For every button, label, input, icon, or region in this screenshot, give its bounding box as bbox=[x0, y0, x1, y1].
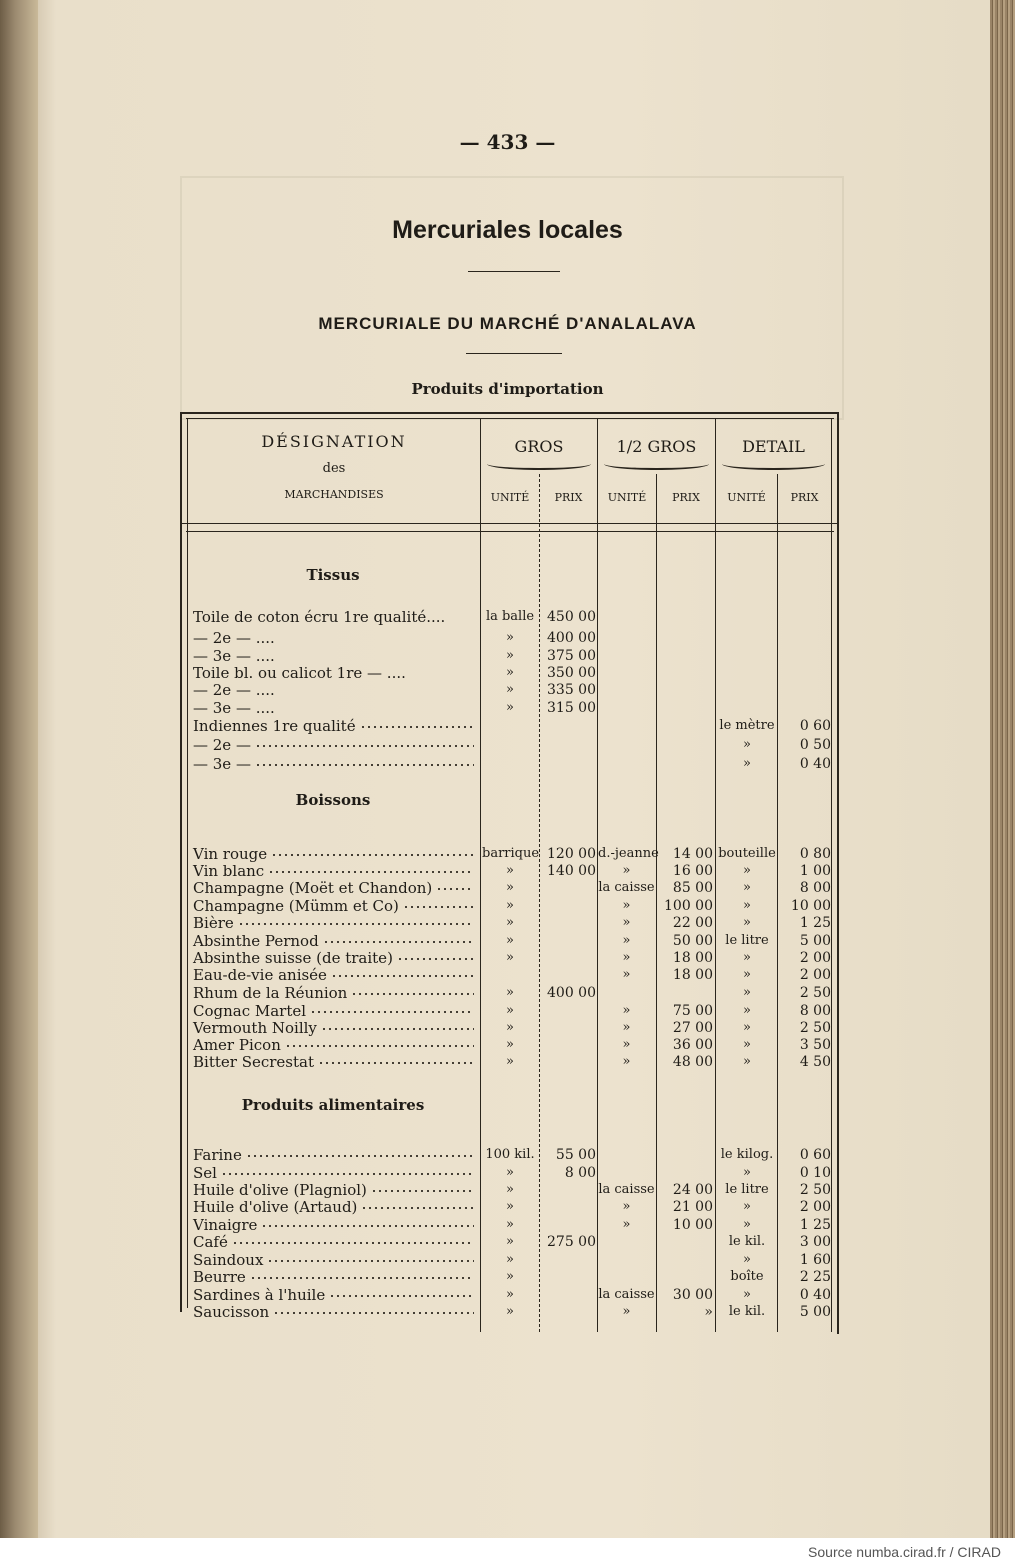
row-label: Champagne (Mümm et Co) bbox=[193, 897, 399, 915]
cell-gu: » bbox=[506, 1054, 514, 1069]
cell-hu: la caisse bbox=[598, 880, 655, 895]
table-row bbox=[0, 1234, 1015, 1251]
table-row bbox=[0, 1217, 1015, 1234]
category-produits-alimentaires: Produits alimentaires bbox=[241, 1096, 425, 1114]
cell-gp: 450 00 bbox=[547, 609, 596, 625]
cell-hu: » bbox=[622, 1199, 631, 1214]
row-label: Cognac Martel bbox=[193, 1002, 307, 1020]
table-row bbox=[0, 933, 1015, 950]
row-label: Vermouth Noilly bbox=[193, 1019, 317, 1037]
leader-dots bbox=[285, 1043, 474, 1049]
leader-dots bbox=[403, 904, 474, 910]
table-row bbox=[0, 1054, 1015, 1071]
cell-hu: » bbox=[622, 1054, 631, 1069]
cell-dp: 2 00 bbox=[799, 967, 831, 983]
cell-dp: 0 80 bbox=[799, 846, 831, 862]
row-label: Huile d'olive (Plagniol) bbox=[193, 1181, 367, 1199]
table-row bbox=[0, 648, 1015, 665]
leader-dots bbox=[246, 1153, 474, 1159]
cell-gu: » bbox=[506, 682, 514, 697]
row-label: — 3e — bbox=[193, 755, 251, 773]
cell-du: le kilog. bbox=[720, 1147, 774, 1162]
header-des: des bbox=[322, 461, 346, 476]
cell-du: » bbox=[743, 1165, 751, 1180]
cell-hp: 16 00 bbox=[672, 863, 713, 879]
cell-du: » bbox=[743, 915, 751, 930]
cell-hp: 18 00 bbox=[672, 967, 713, 983]
cell-du: le litre bbox=[725, 1182, 769, 1197]
leader-dots bbox=[271, 852, 474, 858]
row-label: Saucisson bbox=[193, 1303, 270, 1321]
cell-gu: » bbox=[506, 1269, 514, 1284]
cell-du: le kil. bbox=[728, 1304, 766, 1319]
cell-dp: 8 00 bbox=[799, 1003, 831, 1019]
cell-gu: » bbox=[506, 1182, 514, 1197]
header-demi-gros: 1/2 GROS bbox=[616, 437, 697, 456]
cell-dp: 1 00 bbox=[799, 863, 831, 879]
cell-gu: » bbox=[506, 863, 514, 878]
cell-gu: » bbox=[506, 1304, 514, 1319]
cell-du: » bbox=[743, 1199, 751, 1214]
cell-du: » bbox=[743, 1037, 751, 1052]
leader-dots bbox=[351, 991, 474, 997]
cell-du: le litre bbox=[725, 933, 769, 948]
leader-dots bbox=[321, 1026, 474, 1032]
table-row bbox=[0, 1252, 1015, 1269]
leader-dots bbox=[397, 956, 474, 962]
cell-gu: barrique bbox=[482, 846, 540, 861]
table-row bbox=[0, 915, 1015, 932]
cell-hp: 22 00 bbox=[672, 915, 713, 931]
leader-dots bbox=[371, 1188, 474, 1194]
cell-du: boîte bbox=[730, 1269, 764, 1284]
cell-hp: 24 00 bbox=[672, 1182, 713, 1198]
cell-gu: » bbox=[506, 933, 514, 948]
row-label: Absinthe suisse (de traite) bbox=[193, 949, 393, 967]
leader-dots bbox=[267, 1258, 474, 1264]
cell-hp: 10 00 bbox=[672, 1217, 713, 1233]
header-marchandises: MARCHANDISES bbox=[284, 488, 384, 501]
leader-dots bbox=[361, 1205, 474, 1211]
leader-dots bbox=[331, 973, 474, 979]
cell-hp: 75 00 bbox=[672, 1003, 713, 1019]
cell-hu: » bbox=[622, 1217, 631, 1232]
cell-dp: 10 00 bbox=[790, 898, 831, 914]
header-gros-unite: UNITÉ bbox=[490, 491, 530, 504]
header-gros-brace bbox=[487, 458, 591, 470]
row-label: Bière bbox=[193, 914, 234, 932]
row-label: Champagne (Moët et Chandon) bbox=[193, 879, 433, 897]
row-label: Rhum de la Réunion bbox=[193, 984, 348, 1002]
cell-hp: 100 00 bbox=[664, 898, 713, 914]
row-label: Farine bbox=[193, 1146, 242, 1164]
cell-hu: » bbox=[622, 898, 631, 913]
cell-du: le kil. bbox=[728, 1234, 766, 1249]
row-label: — 3e — .... bbox=[193, 647, 275, 665]
cell-hp: 30 00 bbox=[672, 1287, 713, 1303]
leader-dots bbox=[221, 1171, 474, 1177]
table-row bbox=[0, 1304, 1015, 1321]
leader-dots bbox=[250, 1275, 474, 1281]
row-label: Absinthe Pernod bbox=[193, 932, 319, 950]
cell-dp: 0 40 bbox=[799, 1287, 831, 1303]
cell-hu: » bbox=[622, 863, 631, 878]
table-row bbox=[0, 1147, 1015, 1164]
cell-hp: 14 00 bbox=[672, 846, 713, 862]
table-row bbox=[0, 950, 1015, 967]
cell-dp: 2 00 bbox=[799, 1199, 831, 1215]
leader-dots bbox=[329, 1293, 474, 1299]
leader-dots bbox=[360, 724, 474, 730]
table-row bbox=[0, 630, 1015, 647]
row-label: Eau-de-vie anisée bbox=[193, 966, 327, 984]
cell-gp: 275 00 bbox=[547, 1234, 596, 1250]
page-title: Mercuriales locales bbox=[392, 216, 623, 244]
leader-dots bbox=[255, 743, 474, 749]
table-row bbox=[0, 1165, 1015, 1182]
table-row bbox=[0, 1020, 1015, 1037]
cell-gu: » bbox=[506, 1287, 514, 1302]
cell-gp: 8 00 bbox=[564, 1165, 596, 1181]
row-label: Toile bl. ou calicot 1re — .... bbox=[193, 664, 406, 682]
cell-gu: » bbox=[506, 1252, 514, 1267]
cell-dp: 2 50 bbox=[799, 1182, 831, 1198]
cell-gu: » bbox=[506, 1037, 514, 1052]
page-number: — 433 — bbox=[459, 130, 556, 154]
cell-gu: » bbox=[506, 950, 514, 965]
row-label: — 3e — .... bbox=[193, 699, 275, 717]
header-separator-inner bbox=[186, 531, 834, 532]
table-row bbox=[0, 682, 1015, 699]
cell-du: » bbox=[743, 756, 751, 771]
cell-gu: » bbox=[506, 630, 514, 645]
cell-dp: 4 50 bbox=[799, 1054, 831, 1070]
row-label: Sardines à l'huile bbox=[193, 1286, 326, 1304]
row-label: — 2e — .... bbox=[193, 681, 275, 699]
cell-dp: 1 25 bbox=[799, 915, 831, 931]
cell-dp: 0 50 bbox=[799, 737, 831, 753]
cell-du: » bbox=[743, 1054, 751, 1069]
cell-dp: 1 25 bbox=[799, 1217, 831, 1233]
row-label: — 2e — bbox=[193, 736, 251, 754]
cell-dp: 0 60 bbox=[799, 1147, 831, 1163]
table-row bbox=[0, 1199, 1015, 1216]
table-row bbox=[0, 863, 1015, 880]
table-row bbox=[0, 1269, 1015, 1286]
cell-hu: d.-jeanne bbox=[598, 846, 659, 861]
cell-dp: 2 50 bbox=[799, 1020, 831, 1036]
table-row bbox=[0, 880, 1015, 897]
cell-gu: » bbox=[506, 1020, 514, 1035]
cell-hp: 21 00 bbox=[672, 1199, 713, 1215]
cell-dp: 5 00 bbox=[799, 1304, 831, 1320]
cell-du: bouteille bbox=[718, 846, 776, 861]
table-row bbox=[0, 1003, 1015, 1020]
cell-gu: » bbox=[506, 1003, 514, 1018]
cell-du: » bbox=[743, 1217, 751, 1232]
leader-dots bbox=[238, 921, 474, 927]
table-row bbox=[0, 985, 1015, 1002]
cell-gp: 55 00 bbox=[555, 1147, 596, 1163]
cell-gp: 400 00 bbox=[547, 630, 596, 646]
table-row bbox=[0, 756, 1015, 773]
header-demi-gros-brace bbox=[604, 458, 709, 470]
table-row bbox=[0, 1037, 1015, 1054]
cell-hu: » bbox=[622, 950, 631, 965]
cell-dp: 5 00 bbox=[799, 933, 831, 949]
category-tissus: Tissus bbox=[306, 566, 360, 584]
cell-hu: » bbox=[622, 1037, 631, 1052]
cell-gp: 120 00 bbox=[547, 846, 596, 862]
table-row bbox=[0, 967, 1015, 984]
cell-du: » bbox=[743, 1252, 751, 1267]
cell-hp: 50 00 bbox=[672, 933, 713, 949]
leader-dots bbox=[273, 1310, 474, 1316]
cell-hp: 85 00 bbox=[672, 880, 713, 896]
cell-gp: 350 00 bbox=[547, 665, 596, 681]
header-designation: DÉSIGNATION bbox=[261, 432, 407, 451]
header-gros: GROS bbox=[514, 437, 564, 456]
cell-gu: » bbox=[506, 648, 514, 663]
cell-gu: » bbox=[506, 915, 514, 930]
header-detail-brace bbox=[722, 458, 825, 470]
cell-gu: » bbox=[506, 1217, 514, 1232]
table-row bbox=[0, 1182, 1015, 1199]
header-detail-prix: PRIX bbox=[790, 491, 819, 504]
cell-du: » bbox=[743, 967, 751, 982]
cell-du: » bbox=[743, 737, 751, 752]
row-label: Vin blanc bbox=[193, 862, 265, 880]
header-demi-unite: UNITÉ bbox=[607, 491, 647, 504]
cell-dp: 8 00 bbox=[799, 880, 831, 896]
cell-gp: 400 00 bbox=[547, 985, 596, 1001]
cell-gu: » bbox=[506, 1165, 514, 1180]
source-credit: Source numba.cirad.fr / CIRAD bbox=[808, 1544, 1001, 1560]
section-title: Produits d'importation bbox=[411, 380, 604, 398]
cell-dp: 2 00 bbox=[799, 950, 831, 966]
header-detail: DETAIL bbox=[742, 437, 805, 456]
cell-du: » bbox=[743, 1287, 751, 1302]
table-row bbox=[0, 609, 1015, 626]
table-row bbox=[0, 700, 1015, 717]
table-row bbox=[0, 846, 1015, 863]
table-top-inner-border bbox=[186, 418, 834, 419]
cell-gu: » bbox=[506, 985, 514, 1000]
leader-dots bbox=[268, 869, 474, 875]
cell-du: » bbox=[743, 985, 751, 1000]
table-row bbox=[0, 1287, 1015, 1304]
leader-dots bbox=[255, 762, 474, 768]
header-separator bbox=[180, 523, 838, 524]
leader-dots bbox=[261, 1223, 474, 1229]
cell-hu: la caisse bbox=[598, 1182, 655, 1197]
cell-dp: 0 40 bbox=[799, 756, 831, 772]
category-boissons: Boissons bbox=[295, 791, 371, 809]
leader-dots bbox=[318, 1060, 474, 1066]
cell-hp: 27 00 bbox=[672, 1020, 713, 1036]
table-row bbox=[0, 898, 1015, 915]
cell-gu: 100 kil. bbox=[485, 1147, 535, 1162]
table-row bbox=[0, 718, 1015, 735]
cell-hp: 18 00 bbox=[672, 950, 713, 966]
cell-du: » bbox=[743, 863, 751, 878]
cell-gu: » bbox=[506, 665, 514, 680]
cell-hu: » bbox=[622, 1304, 631, 1319]
cell-gp: 335 00 bbox=[547, 682, 596, 698]
cell-gu: » bbox=[506, 1199, 514, 1214]
cell-du: » bbox=[743, 1003, 751, 1018]
cell-dp: 1 60 bbox=[799, 1252, 831, 1268]
row-label: Bitter Secrestat bbox=[193, 1053, 314, 1071]
table-row bbox=[0, 737, 1015, 754]
cell-hp: 48 00 bbox=[672, 1054, 713, 1070]
leader-dots bbox=[323, 939, 474, 945]
row-label: Toile de coton écru 1re qualité.... bbox=[193, 608, 446, 626]
cell-hu: » bbox=[622, 933, 631, 948]
cell-gu: » bbox=[506, 1234, 514, 1249]
cell-dp: 0 60 bbox=[799, 718, 831, 734]
cell-dp: 2 25 bbox=[799, 1269, 831, 1285]
row-label: Indiennes 1re qualité bbox=[193, 717, 356, 735]
cell-du: » bbox=[743, 880, 751, 895]
row-label: Vinaigre bbox=[193, 1216, 258, 1234]
cell-hu: » bbox=[622, 915, 631, 930]
row-label: Amer Picon bbox=[193, 1036, 281, 1054]
leader-dots bbox=[310, 1009, 474, 1015]
source-footer bbox=[0, 1538, 1015, 1566]
row-label: — 2e — .... bbox=[193, 629, 275, 647]
row-label: Huile d'olive (Artaud) bbox=[193, 1198, 358, 1216]
cell-gp: 375 00 bbox=[547, 648, 596, 664]
cell-du: » bbox=[743, 950, 751, 965]
table-top-border bbox=[180, 412, 838, 414]
cell-gu: » bbox=[506, 700, 514, 715]
cell-gu: » bbox=[506, 898, 514, 913]
row-label: Beurre bbox=[193, 1268, 246, 1286]
row-label: Café bbox=[193, 1233, 228, 1251]
row-label: Vin rouge bbox=[193, 845, 268, 863]
header-gros-prix: PRIX bbox=[554, 491, 583, 504]
cell-gu: la balle bbox=[485, 609, 535, 624]
cell-dp: 0 10 bbox=[799, 1165, 831, 1181]
cell-dp: 2 50 bbox=[799, 985, 831, 1001]
row-label: Sel bbox=[193, 1164, 217, 1182]
cell-gu: » bbox=[506, 880, 514, 895]
cell-du: » bbox=[743, 1020, 751, 1035]
cell-hu: la caisse bbox=[598, 1287, 655, 1302]
cell-gp: 315 00 bbox=[547, 700, 596, 716]
header-demi-prix: PRIX bbox=[672, 491, 700, 504]
market-title: MERCURIALE DU MARCHÉ D'ANALALAVA bbox=[318, 314, 697, 333]
cell-hu: » bbox=[622, 1020, 631, 1035]
cell-hu: » bbox=[622, 967, 631, 982]
cell-hp: 36 00 bbox=[672, 1037, 713, 1053]
cell-hp: » bbox=[704, 1304, 713, 1320]
cell-dp: 3 50 bbox=[799, 1037, 831, 1053]
header-detail-unite: UNITÉ bbox=[727, 491, 766, 504]
cell-du: le mètre bbox=[719, 718, 775, 733]
cell-du: » bbox=[743, 898, 751, 913]
cell-dp: 3 00 bbox=[799, 1234, 831, 1250]
row-label: Saindoux bbox=[193, 1251, 264, 1269]
leader-dots bbox=[232, 1240, 474, 1246]
leader-dots bbox=[436, 886, 474, 892]
cell-gp: 140 00 bbox=[547, 863, 596, 879]
cell-hu: » bbox=[622, 1003, 631, 1018]
table-row bbox=[0, 665, 1015, 682]
